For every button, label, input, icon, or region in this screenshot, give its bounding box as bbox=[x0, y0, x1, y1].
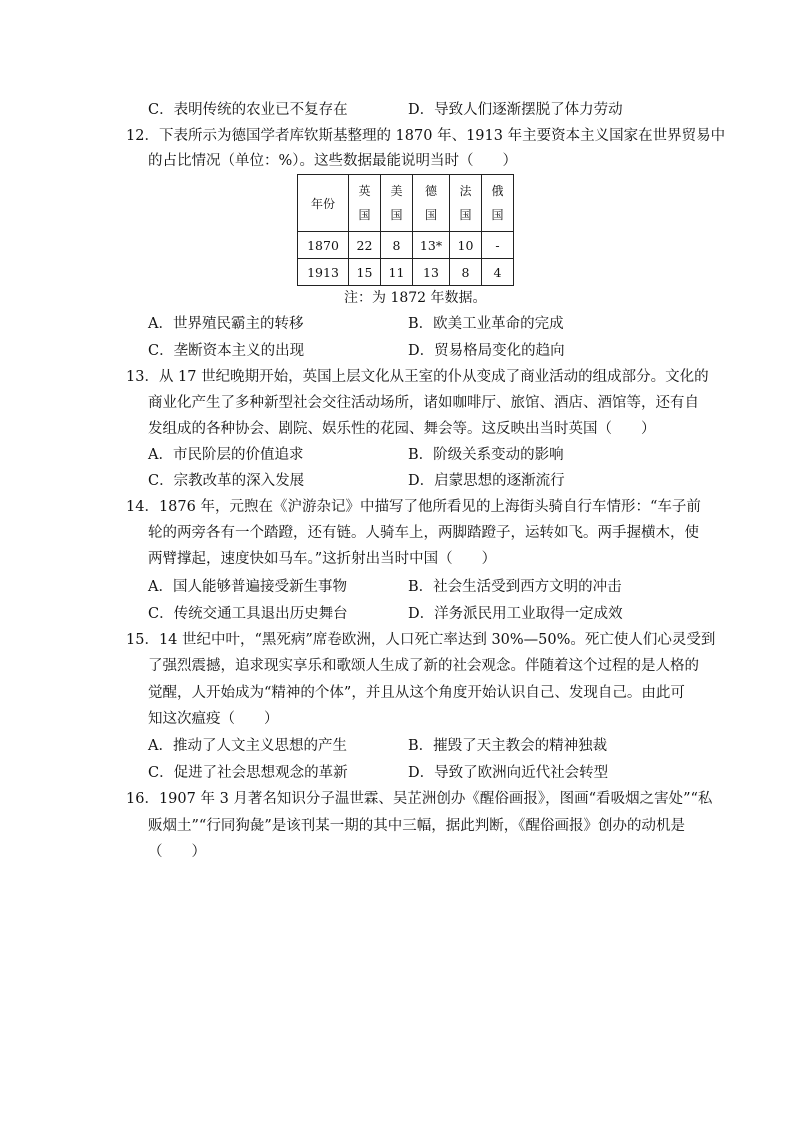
q14-option-c: C．传统交通工具退出历史舞台 bbox=[148, 606, 348, 622]
q14-option-b: B．社会生活受到西方文明的冲击 bbox=[408, 579, 622, 595]
q14-option-a: A．国人能够普遍接受新生事物 bbox=[148, 579, 347, 595]
q12-stem-line-2: 的占比情况（单位：%）。这些数据最能说明当时（ ） bbox=[148, 153, 518, 169]
q14-stem-line-1: 14．1876 年，元煦在《沪游杂记》中描写了他所看见的上海街头骑自行车情形：“车子前 bbox=[126, 499, 701, 515]
q13-stem-line-3: 发组成的各种协会、剧院、娱乐性的花园、舞会等。这反映出当时英国（ ） bbox=[148, 421, 656, 437]
q14-stem-line-3: 两臂撑起，速度快如马车。”这折射出当时中国（ ） bbox=[148, 551, 497, 567]
q12-option-a: A．世界殖民霸主的转移 bbox=[148, 316, 304, 332]
q15-option-d: D．导致了欧洲向近代社会转型 bbox=[408, 765, 609, 781]
q16-stem-line-3: （ ） bbox=[148, 844, 206, 860]
q15-stem-line-4: 知这次瘟疫（ ） bbox=[148, 711, 279, 727]
q16-stem-line-2: 贩烟土”“行同狗彘”是该刊某一期的其中三幅，据此判断，《醒俗画报》创办的动机是 bbox=[148, 818, 685, 834]
q13-option-d: D．启蒙思想的逐渐流行 bbox=[408, 473, 565, 489]
trade-share-table bbox=[297, 174, 514, 286]
table-header-year: 年份 bbox=[298, 175, 349, 232]
q15-stem-line-1: 15．14 世纪中叶，“黑死病”席卷欧洲，人口死亡率达到 30%—50%。死亡使人们心灵受到 bbox=[126, 632, 716, 648]
table-cell: 4 bbox=[482, 259, 514, 286]
q11-option-d: D．导致人们逐渐摆脱了体力劳动 bbox=[408, 102, 623, 118]
q15-option-b: B．摧毁了天主教会的精神独裁 bbox=[408, 738, 608, 754]
q13-option-b: B．阶级关系变动的影响 bbox=[408, 447, 564, 463]
q14-stem-line-2: 轮的两旁各有一个踏蹬，还有链。人骑车上，两脚踏蹬子，运转如飞。两手握横木，使 bbox=[148, 525, 699, 541]
table-cell: 13 bbox=[413, 259, 450, 286]
q11-option-c: C．表明传统的农业已不复存在 bbox=[148, 102, 348, 118]
table-cell: 22 bbox=[349, 232, 381, 259]
q15-option-c: C．促进了社会思想观念的革新 bbox=[148, 765, 348, 781]
table-header-row bbox=[298, 175, 514, 232]
q14-option-d: D．洋务派民用工业取得一定成效 bbox=[408, 606, 623, 622]
table-cell-year: 1913 bbox=[298, 259, 349, 286]
q15-stem-line-3: 觉醒，人开始成为“精神的个体”，并且从这个角度开始认识自己、发现自己。由此可 bbox=[148, 685, 685, 701]
table-cell: 8 bbox=[450, 259, 482, 286]
table-header-france: 法 国 bbox=[450, 175, 482, 232]
q12-stem-line-1: 12．下表所示为德国学者库钦斯基整理的 1870 年、1913 年主要资本主义国家在世界贸易中 bbox=[126, 128, 726, 144]
q13-option-a: A．市民阶层的价值追求 bbox=[148, 447, 304, 463]
q15-option-a: A．推动了人文主义思想的产生 bbox=[148, 738, 347, 754]
table-cell: 11 bbox=[381, 259, 413, 286]
table-header-germany: 德 国 bbox=[413, 175, 450, 232]
table-row bbox=[298, 259, 514, 286]
table-cell: 8 bbox=[381, 232, 413, 259]
q16-stem-line-1: 16．1907 年 3 月著名知识分子温世霖、吴芷洲创办《醒俗画报》，图画“看吸烟之害处”“私 bbox=[126, 791, 713, 807]
table-cell: 13* bbox=[413, 232, 450, 259]
table-cell-year: 1870 bbox=[298, 232, 349, 259]
q13-stem-line-2: 商业化产生了多种新型社会交往活动场所，诸如咖啡厅、旅馆、酒店、酒馆等，还有自 bbox=[148, 395, 699, 411]
q13-stem-line-1: 13．从 17 世纪晚期开始，英国上层文化从王室的仆从变成了商业活动的组成部分。文化的 bbox=[126, 369, 709, 385]
table-cell: 10 bbox=[450, 232, 482, 259]
q15-stem-line-2: 了强烈震撼，追求现实享乐和歌颂人生成了新的社会观念。伴随着这个过程的是人格的 bbox=[148, 658, 699, 674]
q12-option-d: D．贸易格局变化的趋向 bbox=[408, 343, 565, 359]
table-cell: - bbox=[482, 232, 514, 259]
table-header-britain: 英 国 bbox=[349, 175, 381, 232]
q12-option-b: B．欧美工业革命的完成 bbox=[408, 316, 564, 332]
table-header-russia: 俄 国 bbox=[482, 175, 514, 232]
q12-option-c: C．垄断资本主义的出现 bbox=[148, 343, 305, 359]
table-row bbox=[298, 232, 514, 259]
table-note: 注：为 1872 年数据。 bbox=[344, 290, 487, 306]
table-header-usa: 美 国 bbox=[381, 175, 413, 232]
q13-option-c: C．宗教改革的深入发展 bbox=[148, 473, 305, 489]
table-cell: 15 bbox=[349, 259, 381, 286]
